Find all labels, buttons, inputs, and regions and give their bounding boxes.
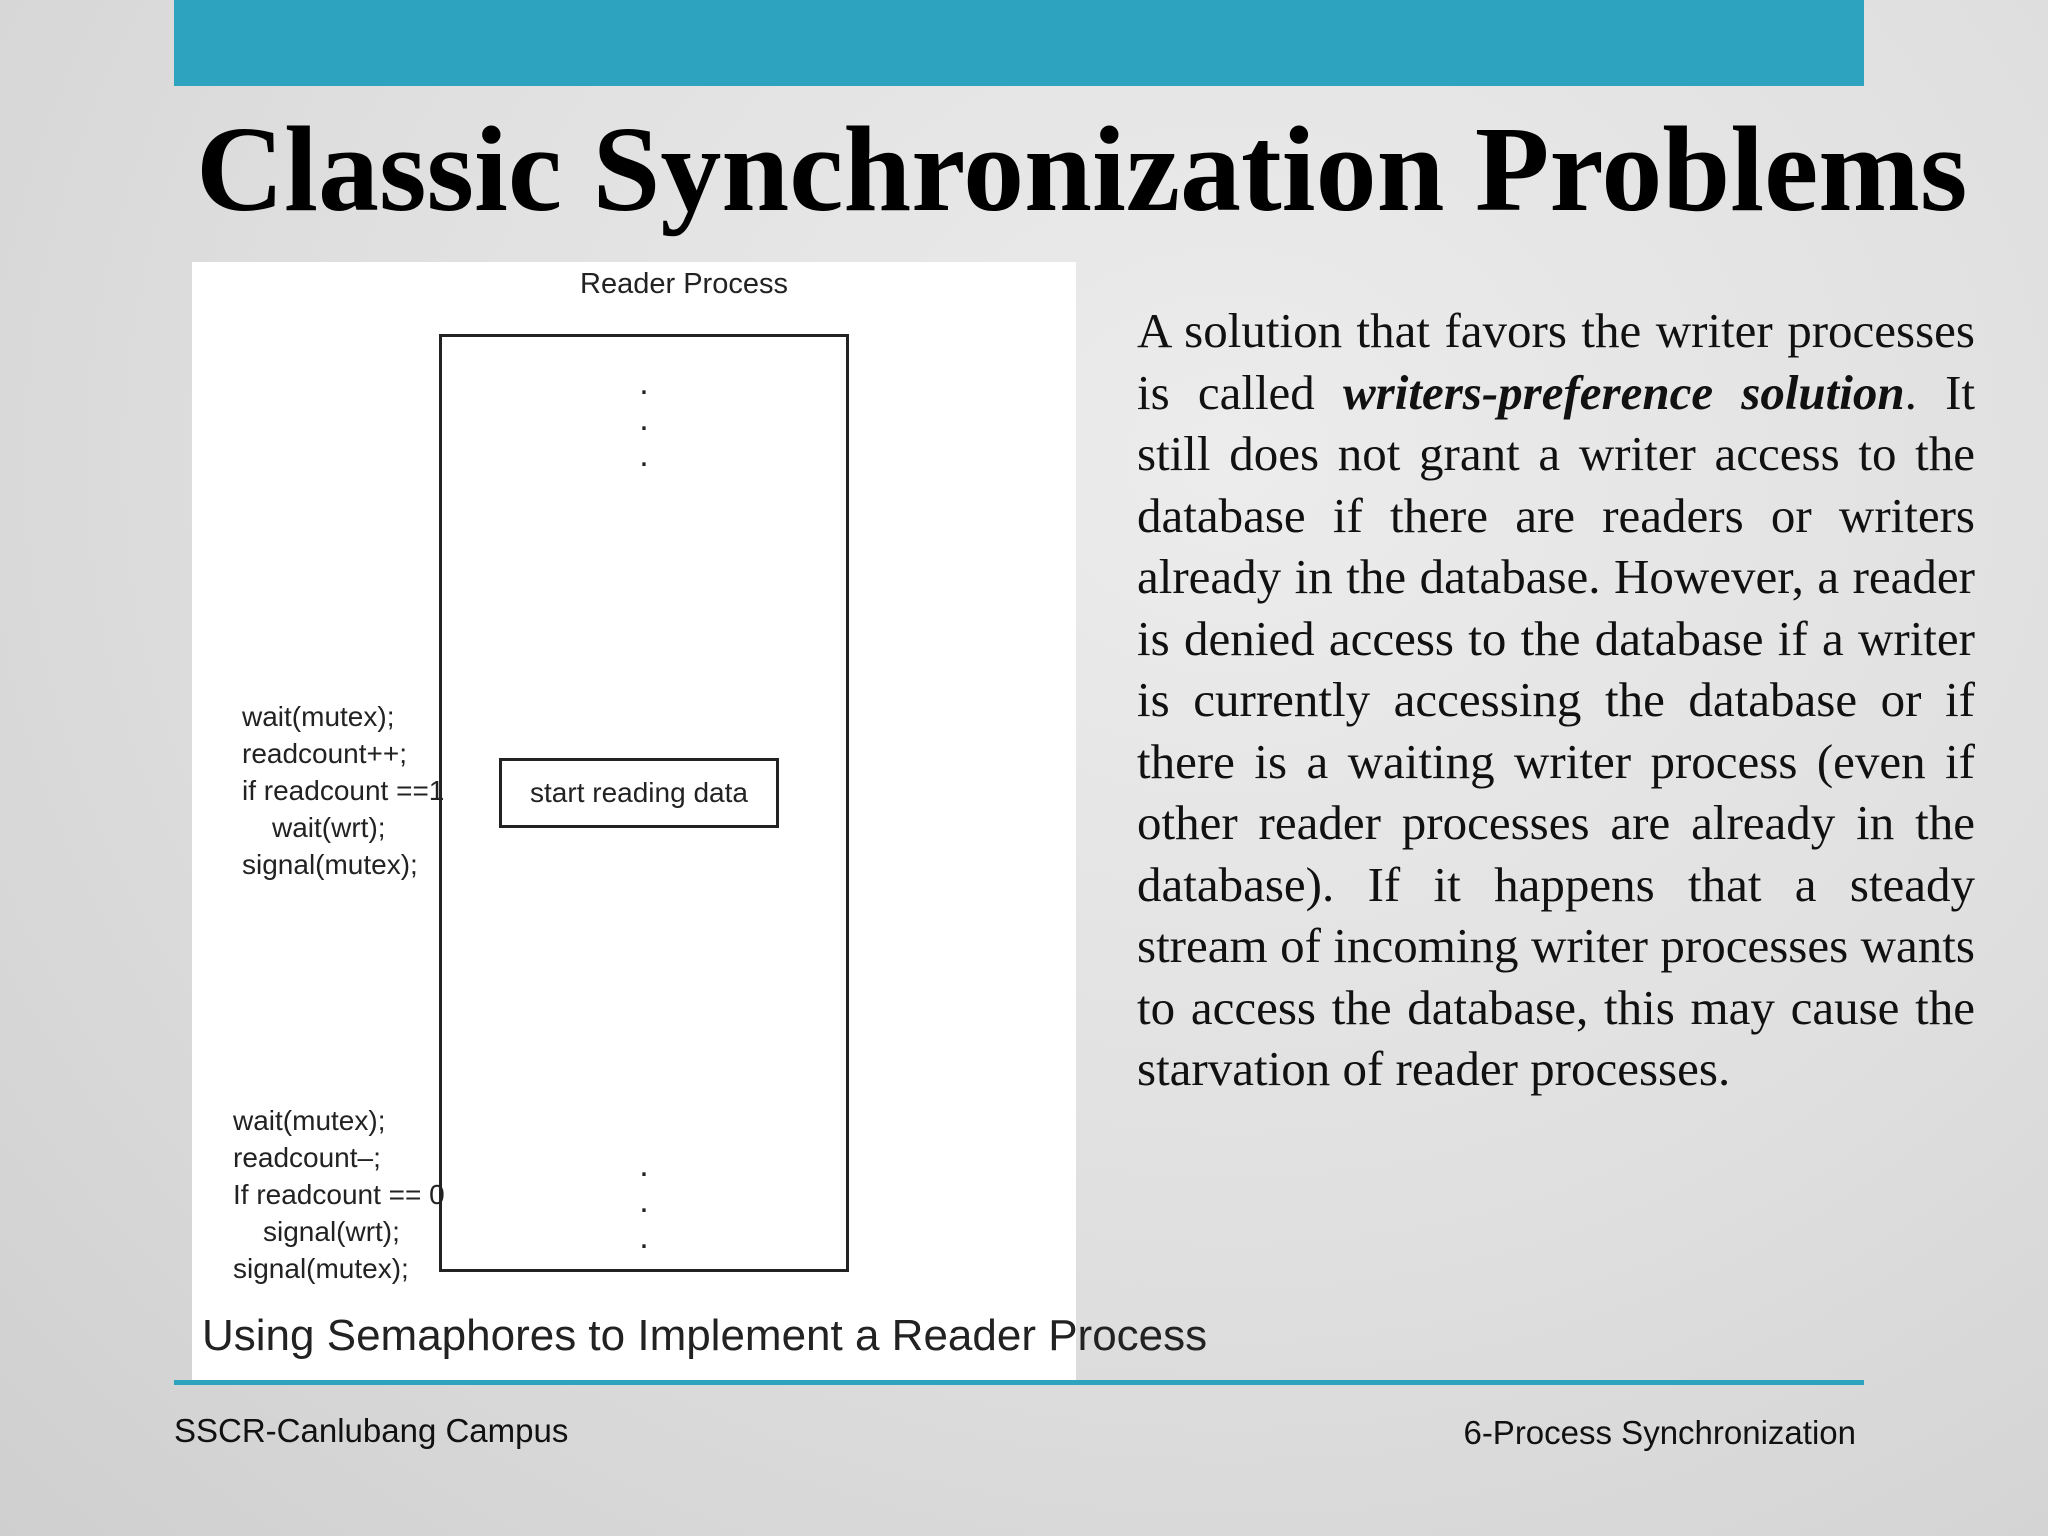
code-line: readcount++; xyxy=(242,738,408,769)
code-line: wait(mutex); xyxy=(242,701,395,732)
footer-divider xyxy=(174,1380,1864,1385)
code-line: wait(wrt); xyxy=(272,812,386,843)
exit-section-code xyxy=(233,1102,445,1287)
code-line: signal(mutex); xyxy=(233,1253,409,1284)
code-line: signal(wrt); xyxy=(263,1216,400,1247)
body-rest: . It still does not grant a writer access to the database if there are readers or writers already in the database. However, a reader is denied access to the database if a writer is currently accessing the database or if there is a waiting writer process (even if other reader processes are already in the database). If it happens that a steady stream of incoming writer processes wants to access the database, this may cause the starvation of reader processes. xyxy=(1137,364,1976,1096)
code-line: wait(mutex); xyxy=(233,1105,386,1136)
ellipsis-bottom: . . . xyxy=(639,1146,649,1256)
top-accent-band xyxy=(174,0,1864,86)
entry-section-code xyxy=(242,698,444,883)
ellipsis-top: . . . xyxy=(639,364,649,474)
code-line: signal(mutex); xyxy=(242,849,418,880)
figure-caption: Using Semaphores to Implement a Reader Process xyxy=(202,1311,1208,1360)
code-line: if readcount ==1 xyxy=(242,775,445,806)
footer-chapter: 6-Process Synchronization xyxy=(1463,1414,1856,1451)
body-term: writers-preference solution xyxy=(1342,364,1905,420)
body-paragraph xyxy=(1137,300,1975,1100)
code-line: readcount–; xyxy=(233,1142,381,1173)
footer-campus: SSCR-Canlubang Campus xyxy=(174,1412,569,1449)
critical-section-box: start reading data xyxy=(499,758,779,828)
code-line: If readcount == 0 xyxy=(233,1179,445,1210)
slide-title: Classic Synchronization Problems xyxy=(196,102,1968,237)
body-intro: A solution that favors the writer processes is called xyxy=(1137,303,1975,420)
figure-heading: Reader Process xyxy=(580,268,788,300)
reader-process-figure xyxy=(192,262,1208,1382)
